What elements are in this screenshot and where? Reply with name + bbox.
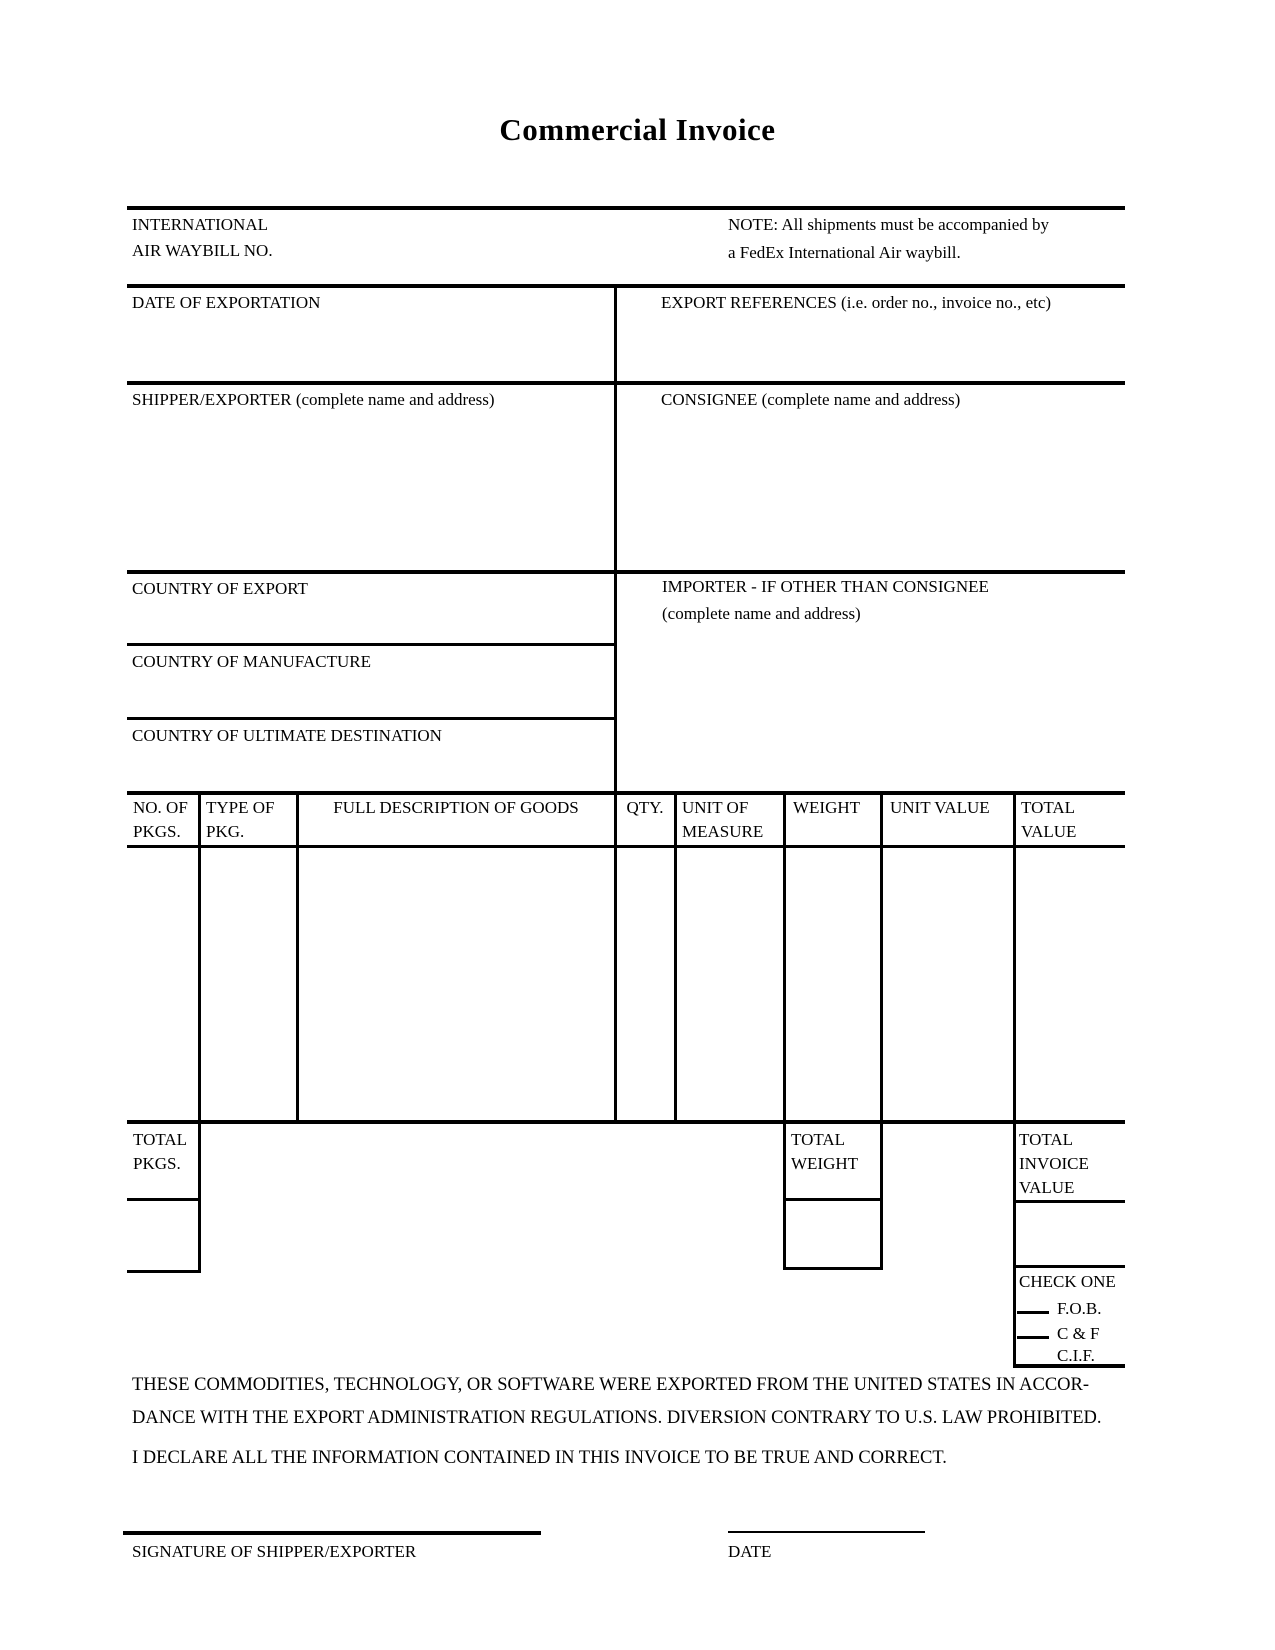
importer-field[interactable] [620,630,1120,785]
check-one-option-cf[interactable] [1017,1323,1100,1344]
country-of-export-label: COUNTRY OF EXPORT [132,579,308,598]
total-weight-label-line1: TOTAL [791,1130,846,1149]
col-header-unit-of-measure-line2: MEASURE [682,822,764,841]
signature-line[interactable] [123,1531,541,1535]
total-invoice-value-label-line3: VALUE [1019,1178,1075,1197]
check-one-option-fob[interactable] [1017,1298,1101,1319]
total-weight-box-left-border [783,1120,786,1270]
table-divider-6 [880,791,883,1120]
total-pkgs-label-line2: PKGS. [133,1154,181,1173]
table-divider-5 [783,791,786,1120]
date-of-exportation-field[interactable] [130,318,610,378]
col-header-no-of-pkgs-line1: NO. OF [133,798,188,817]
note-line2: a FedEx International Air waybill. [728,243,961,262]
country-of-manufacture-label: COUNTRY OF MANUFACTURE [132,652,371,671]
international-air-waybill-label-line1: INTERNATIONAL [132,215,268,234]
body-cell-total-value[interactable] [1018,849,1123,1117]
rule-below-shipper-row [127,570,1125,574]
total-pkgs-box-right-border [198,1120,201,1273]
total-pkgs-label-line1: TOTAL [133,1130,188,1149]
consignee-label: CONSIGNEE (complete name and address) [661,390,961,409]
export-references-field[interactable] [620,318,1120,378]
col-header-unit-of-measure-line1: UNIT OF [682,798,749,817]
rule-table-header-bottom [127,845,1125,848]
total-weight-label-line2: WEIGHT [791,1154,859,1173]
total-weight-box-right-border [880,1120,883,1270]
total-weight-box-middle-line [783,1198,883,1201]
total-pkgs-field[interactable] [129,1202,197,1268]
rule-below-country-manufacture [127,717,616,720]
table-divider-7 [1013,791,1016,1120]
col-header-no-of-pkgs-line2: PKGS. [133,822,181,841]
total-invoice-box-left-border [1013,1120,1016,1368]
col-header-type-of-pkg-line2: PKG. [206,822,245,841]
center-column-divider [614,284,617,1120]
col-header-total-value-line2: VALUE [1021,822,1077,841]
body-cell-qty[interactable] [619,849,672,1117]
shipper-exporter-label: SHIPPER/EXPORTER (complete name and address) [132,390,495,409]
table-divider-4 [674,791,677,1120]
cif-check-blank[interactable] [1017,1348,1049,1361]
shipper-exporter-field[interactable] [130,415,610,565]
country-of-manufacture-field[interactable] [130,675,610,713]
body-cell-type-of-pkg[interactable] [203,849,294,1117]
table-divider-2 [296,791,299,1120]
truth-statement: I DECLARE ALL THE INFORMATION CONTAINED IN THIS INVOICE TO BE TRUE AND CORRECT. [132,1448,947,1468]
col-header-full-description: FULL DESCRIPTION OF GOODS [333,798,579,817]
country-of-export-field[interactable] [130,602,610,640]
form-title: Commercial Invoice [499,112,776,147]
col-header-unit-value: UNIT VALUE [890,798,990,817]
date-label: DATE [728,1542,772,1561]
rule-table-top [127,791,1125,795]
col-header-total-value-line1: TOTAL [1021,798,1076,817]
table-divider-1 [198,791,201,1120]
date-of-exportation-label: DATE OF EXPORTATION [132,293,321,312]
col-header-type-of-pkg-line1: TYPE OF [206,798,275,817]
col-header-qty: QTY. [626,798,664,817]
country-of-ultimate-destination-label: COUNTRY OF ULTIMATE DESTINATION [132,726,442,745]
cf-check-blank[interactable] [1017,1323,1049,1339]
total-invoice-value-label-line2: INVOICE [1019,1154,1089,1173]
fob-check-blank[interactable] [1017,1298,1049,1314]
consignee-field[interactable] [620,415,1120,565]
importer-label-line2: (complete name and address) [662,604,861,623]
col-header-weight: WEIGHT [793,798,861,817]
importer-label-line1: IMPORTER - IF OTHER THAN CONSIGNEE [662,577,989,596]
total-invoice-value-field[interactable] [1017,1204,1122,1262]
date-line[interactable] [728,1531,925,1533]
rule-below-waybill [127,284,1125,288]
body-cell-weight[interactable] [788,849,878,1117]
fob-option-label: F.O.B. [1057,1299,1102,1318]
body-cell-unit-of-measure[interactable] [679,849,781,1117]
note-line1: NOTE: All shipments must be accompanied by [728,215,1050,234]
international-air-waybill-label-line2: AIR WAYBILL NO. [132,241,273,260]
check-one-label: CHECK ONE [1019,1272,1116,1291]
body-cell-full-description[interactable] [300,849,612,1117]
check-one-option-cif[interactable] [1017,1346,1095,1366]
total-pkgs-box-middle-line [127,1198,201,1201]
rule-below-country-export [127,643,616,646]
body-cell-no-of-pkgs[interactable] [129,849,196,1117]
cf-option-label: C & F [1057,1324,1100,1343]
export-statement-line1: THESE COMMODITIES, TECHNOLOGY, OR SOFTWARE WERE EXPORTED FROM THE UNITED STATES IN ACCOR- [132,1375,1090,1395]
rule-table-bottom [127,1120,1125,1124]
export-references-label: EXPORT REFERENCES (i.e. order no., invoice no., etc) [661,293,1052,312]
total-invoice-box-middle-line [1013,1200,1125,1203]
check-one-box-top-line [1013,1265,1125,1268]
rule-top [127,206,1125,210]
export-statement-line2: DANCE WITH THE EXPORT ADMINISTRATION REGULATIONS. DIVERSION CONTRARY TO U.S. LAW PROHIBITED. [132,1408,1102,1428]
cif-option-label: C.I.F. [1057,1346,1095,1365]
total-weight-field[interactable] [787,1202,879,1264]
total-pkgs-box-bottom-line [127,1270,201,1273]
signature-of-shipper-label: SIGNATURE OF SHIPPER/EXPORTER [132,1542,417,1561]
country-of-ultimate-destination-field[interactable] [130,749,610,787]
rule-below-date-row [127,381,1125,385]
body-cell-unit-value[interactable] [885,849,1011,1117]
total-weight-box-bottom-line [783,1267,883,1270]
air-waybill-number-field[interactable] [300,210,600,276]
total-invoice-value-label-line1: TOTAL [1019,1130,1074,1149]
